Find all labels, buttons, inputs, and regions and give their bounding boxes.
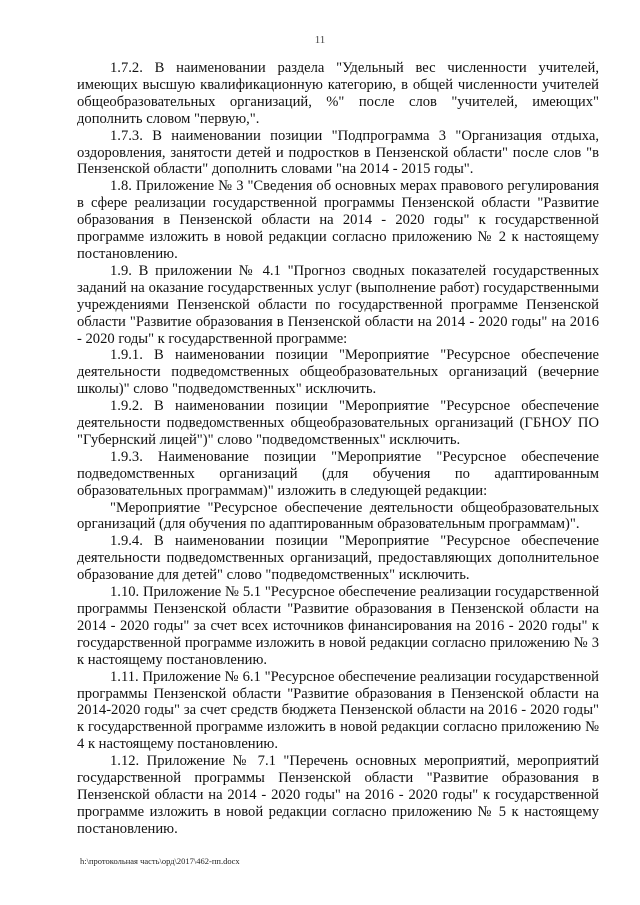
paragraph-1-10: 1.10. Приложение № 5.1 "Ресурсное обеспечение реализации государственной программы Пензенской области "Развитие образования в Пензенской области на 2014 - 2020 годы" за счет всех источников финансирования на 2016 - 2020 годы" к государственной программе изложить в новой редакции согласно приложению № 3 к настоящему постановлению. xyxy=(77,584,599,668)
paragraph-1-12: 1.12. Приложение № 7.1 "Перечень основных мероприятий, мероприятий государственной программы Пензенской области "Развитие образования в Пензенской области на 2014 - 2020 годы" на 2016 - 2020 годы" к государственной программе изложить в новой редакции согласно приложению № 5 к настоящему постановлению. xyxy=(77,753,599,837)
paragraph-1-9-1: 1.9.1. В наименовании позиции "Мероприятие "Ресурсное обеспечение деятельности подведомственных общеобразовательных организаций (вечерние школы)" слово "подведомственных" исключить. xyxy=(77,347,599,398)
paragraph-1-8: 1.8. Приложение № 3 "Сведения об основных мерах правового регулирования в сфере реализации государственной программы Пензенской области "Развитие образования в Пензенской области на 2014 - 2020 годы" к государственной программе изложить в новой редакции согласно приложению № 2 к настоящему постановлению. xyxy=(77,178,599,262)
page-number: 11 xyxy=(314,34,326,46)
file-path-footer: h:\протокольная часть\орд\2017\462-пп.docx xyxy=(80,856,240,866)
paragraph-1-11: 1.11. Приложение № 6.1 "Ресурсное обеспечение реализации государственной программы Пензенской области "Развитие образования в Пензенской области на 2014-2020 годы" за счет средств бюджета Пензенской области на 2016 - 2020 годы" к государственной программе изложить в новой редакции согласно приложению № 4 к настоящему постановлению. xyxy=(77,668,599,753)
document-body xyxy=(77,60,599,838)
paragraph-1-9-3: 1.9.3. Наименование позиции "Мероприятие "Ресурсное обеспечение подведомственных организаций (для обучения по адаптированным образовательных программам)" изложить в следующей редакции: xyxy=(77,448,599,499)
paragraph-1-9: 1.9. В приложении № 4.1 "Прогноз сводных показателей государственных заданий на оказание государственных услуг (выполнение работ) государственными учреждениями Пензенской области по государственной программе Пензенской области "Развитие образования в Пензенской области на 2014 - 2020 годы" на 2016 - 2020 годы" к государственной программе: xyxy=(77,262,599,347)
paragraph-1-7-2: 1.7.2. В наименовании раздела "Удельный вес численности учителей, имеющих высшую квалификационную категорию, в общей численности учителей общеобразовательных организаций, %" после слов "учителей, имеющих" дополнить словом "первую,". xyxy=(77,60,599,127)
paragraph-1-9-4: 1.9.4. В наименовании позиции "Мероприятие "Ресурсное обеспечение деятельности подведомственных организаций, предоставляющих дополнительное образование для детей" слово "подведомственных" исключить. xyxy=(77,533,599,584)
paragraph-1-9-3-new-wording: "Мероприятие "Ресурсное обеспечение деятельности общеобразовательных организаций (для обучения по адаптированным образовательным программам)". xyxy=(77,499,599,533)
paragraph-1-7-3: 1.7.3. В наименовании позиции "Подпрограмма 3 "Организация отдыха, оздоровления, занятости детей и подростков в Пензенской области" после слов "в Пензенской области" дополнить словами "на 2014 - 2015 годы". xyxy=(77,127,599,178)
paragraph-1-9-2: 1.9.2. В наименовании позиции "Мероприятие "Ресурсное обеспечение деятельности подведомственных общеобразовательных организаций (ГБНОУ ПО "Губернский лицей")" слово "подведомственных" исключить. xyxy=(77,398,599,448)
